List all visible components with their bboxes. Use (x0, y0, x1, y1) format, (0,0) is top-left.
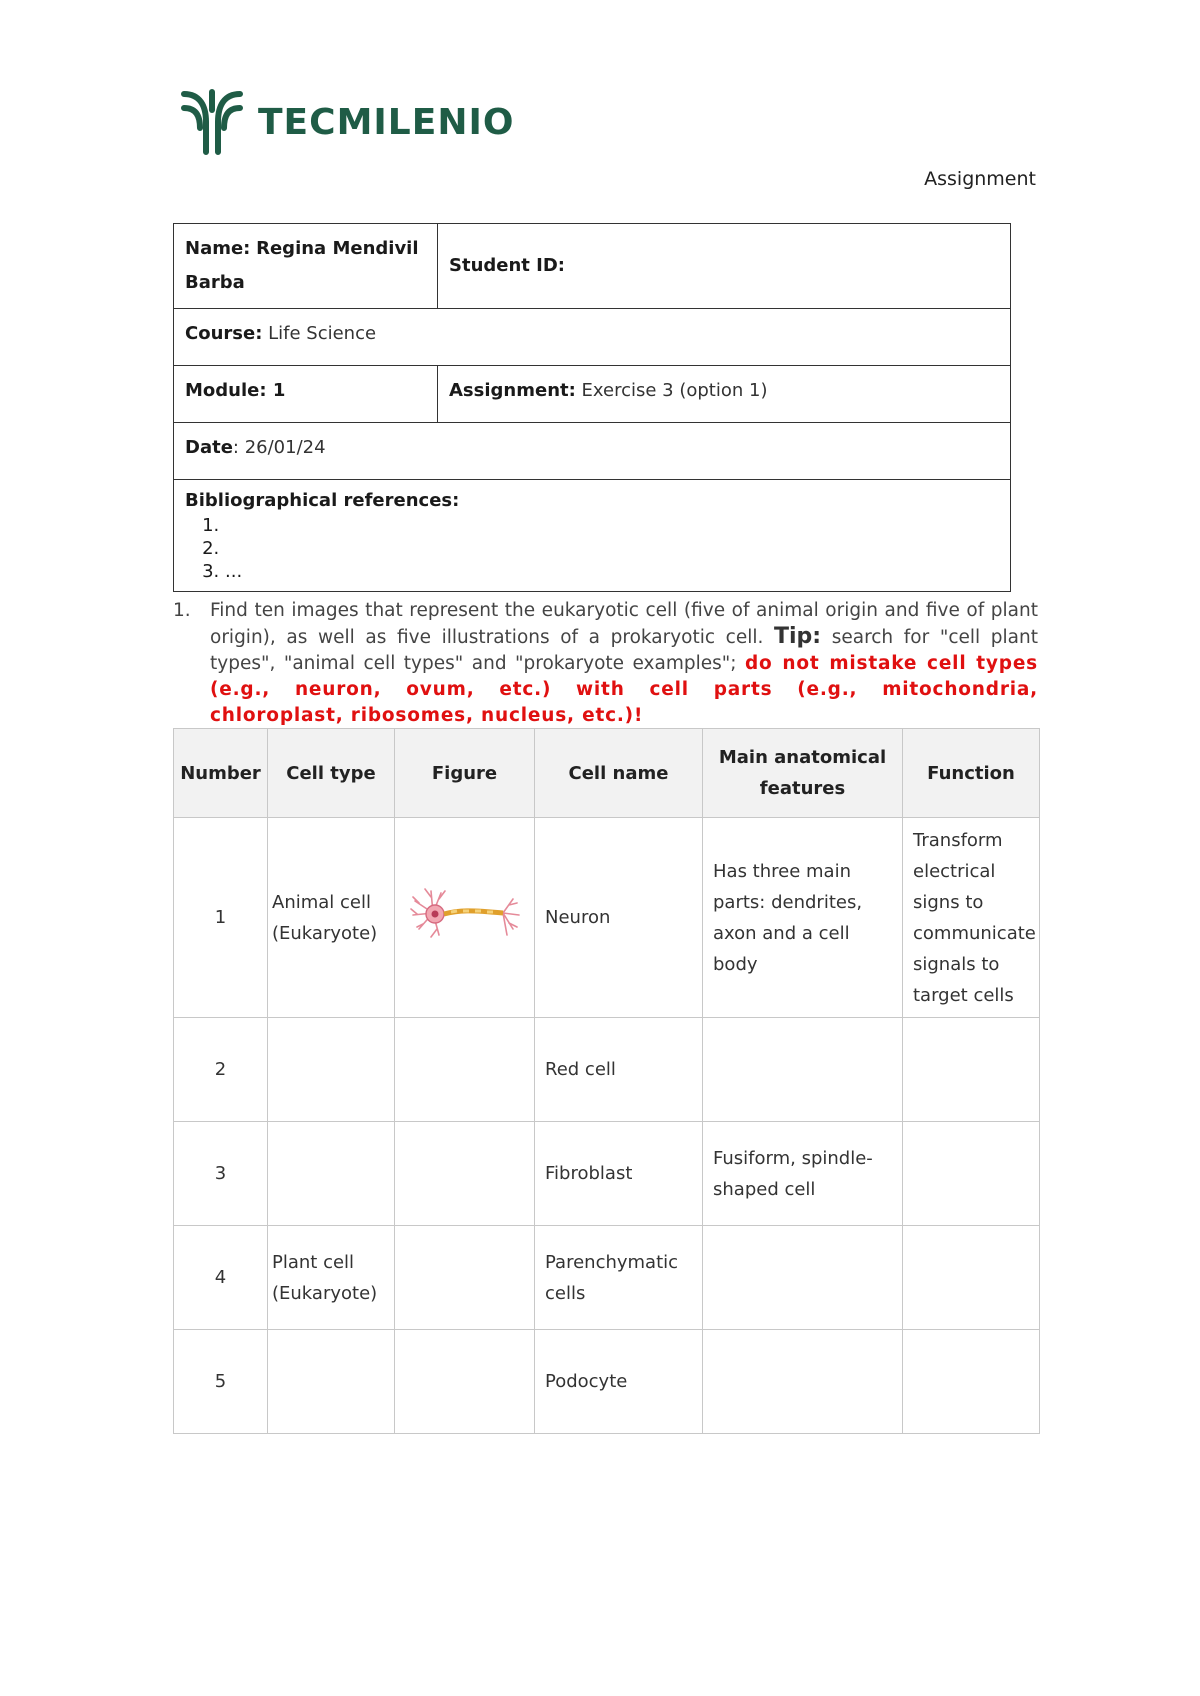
header-features: Main anatomical features (703, 729, 903, 818)
table-row: 1 Animal cell (Eukaryote) Neuron Has three main parts: dendrites, axon and a cell body Transform electrical signs to communicate signals to target cells (174, 818, 1040, 1018)
assignment-cell: Assignment: Exercise 3 (option 1) (438, 366, 1011, 423)
brand-name: TECMILENIO (258, 101, 515, 143)
table-row: 4 Plant cell (Eukaryote) Parenchymatic cells (174, 1226, 1040, 1330)
figure-cell (395, 1122, 535, 1226)
warning-text: do not mistake cell types (e.g., neuron, ovum, etc.) with cell parts (e.g., mitochondria, chloroplast, ribosomes, nucleus, etc.)! (210, 653, 1038, 726)
figure-cell (395, 1330, 535, 1434)
header-figure: Figure (395, 729, 535, 818)
figure-cell (395, 818, 535, 1018)
references-cell: Bibliographical references: 1. 2. 3. ... (174, 480, 1011, 592)
table-row: 2 Red cell (174, 1018, 1040, 1122)
table-header-row (174, 729, 1040, 818)
header-function: Function (903, 729, 1040, 818)
tecmilenio-emblem-icon (180, 88, 244, 156)
cell-types-table (173, 728, 1040, 1434)
document-type-label: Assignment (924, 168, 1036, 190)
name-cell: Name: Regina Mendivil Barba (174, 224, 438, 309)
tecmilenio-logo (180, 88, 514, 156)
date-cell: Date: 26/01/24 (174, 423, 1011, 480)
tip-label: Tip: (774, 624, 822, 649)
table-row: 3 Fibroblast Fusiform, spindle-shaped cell (174, 1122, 1040, 1226)
instruction-paragraph: 1. Find ten images that represent the eukaryotic cell (five of animal origin and five of plant origin), as well as five illustrations of a prokaryotic cell. Tip: search for "cell plant types", "animal cell types" and "prokaryote examples"; do not mistake cell types (e.g., neuron, ovum, etc.) with cell parts (e.g., mitochondria, chloroplast, ribosomes, nucleus, etc.)! (173, 600, 1038, 726)
neuron-image (409, 883, 521, 943)
student-name: Regina Mendivil Barba (185, 238, 419, 293)
header-number: Number (174, 729, 268, 818)
header-cell-name: Cell name (535, 729, 703, 818)
course-cell: Course: Life Science (174, 309, 1011, 366)
figure-cell (395, 1018, 535, 1122)
student-id-cell: Student ID: (438, 224, 1011, 309)
student-info-table (173, 223, 1011, 592)
references-list: 1. 2. 3. ... (185, 514, 999, 583)
table-row: 5 Podocyte (174, 1330, 1040, 1434)
module-cell: Module: 1 (174, 366, 438, 423)
header-cell-type: Cell type (268, 729, 395, 818)
figure-cell (395, 1226, 535, 1330)
